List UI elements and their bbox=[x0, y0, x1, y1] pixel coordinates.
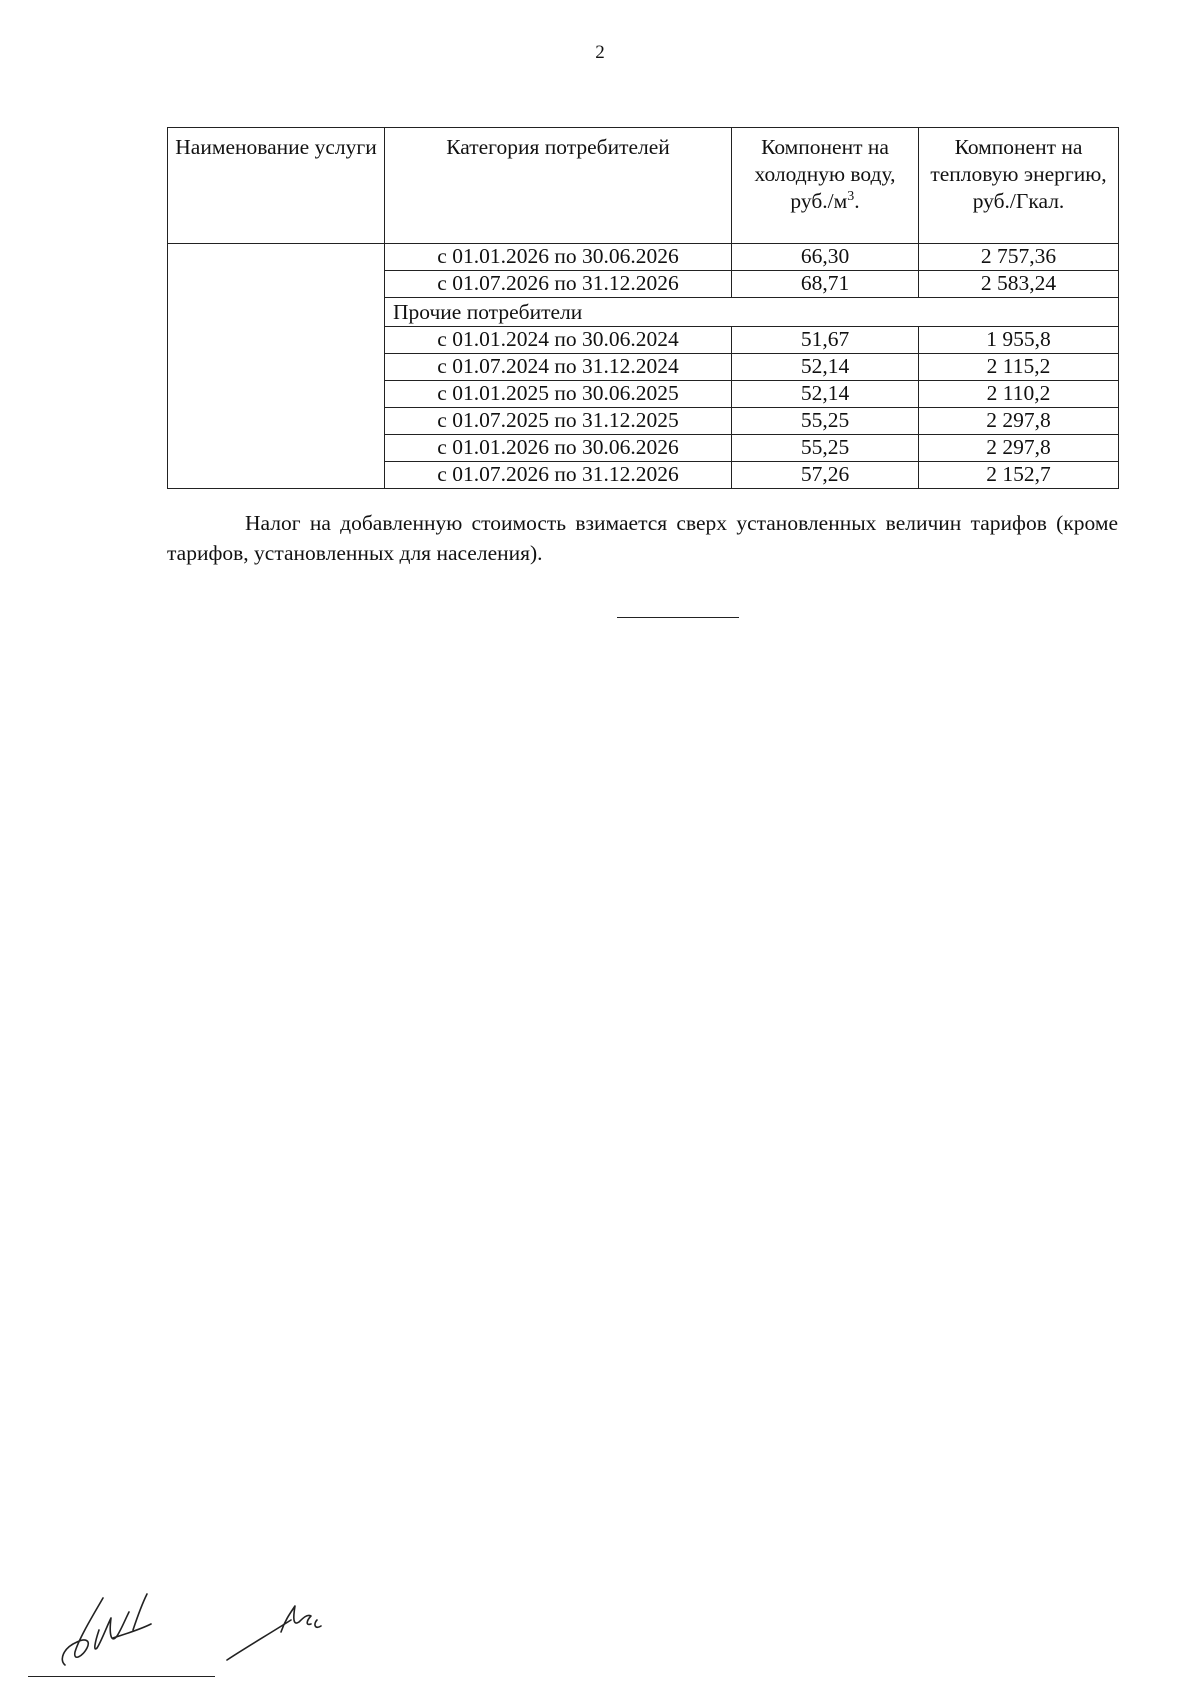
heat-cell: 2 110,2 bbox=[919, 381, 1119, 408]
heat-cell: 2 152,7 bbox=[919, 462, 1119, 489]
table-header-row bbox=[168, 128, 1119, 244]
heat-cell: 2 297,8 bbox=[919, 408, 1119, 435]
period-cell: с 01.07.2024 по 31.12.2024 bbox=[385, 354, 732, 381]
heat-cell: 2 115,2 bbox=[919, 354, 1119, 381]
signature-1 bbox=[62, 1594, 151, 1665]
header-heat-energy: Компонент на тепловую энергию, руб./Гкал. bbox=[919, 128, 1119, 244]
period-cell: с 01.07.2026 по 31.12.2026 bbox=[385, 462, 732, 489]
water-cell: 68,71 bbox=[732, 271, 919, 298]
service-cell bbox=[168, 244, 385, 489]
period-cell: с 01.01.2026 по 30.06.2026 bbox=[385, 244, 732, 271]
group-label: Прочие потребители bbox=[385, 298, 1119, 327]
header-cold-water-text: Компонент на холодную воду, руб./м bbox=[754, 135, 896, 213]
header-cold-water bbox=[732, 128, 919, 244]
heat-cell: 1 955,8 bbox=[919, 327, 1119, 354]
water-cell: 57,26 bbox=[732, 462, 919, 489]
signature-underline bbox=[28, 1676, 215, 1677]
header-service: Наименование услуги bbox=[168, 128, 385, 244]
table-row bbox=[168, 244, 1119, 271]
heat-cell: 2 583,24 bbox=[919, 271, 1119, 298]
heat-cell: 2 297,8 bbox=[919, 435, 1119, 462]
period-cell: с 01.07.2026 по 31.12.2026 bbox=[385, 271, 732, 298]
water-cell: 52,14 bbox=[732, 381, 919, 408]
heat-cell: 2 757,36 bbox=[919, 244, 1119, 271]
header-cold-water-suffix: . bbox=[854, 188, 860, 213]
end-separator bbox=[617, 617, 739, 618]
water-cell: 55,25 bbox=[732, 408, 919, 435]
signature-2 bbox=[227, 1606, 321, 1660]
water-cell: 51,67 bbox=[732, 327, 919, 354]
period-cell: с 01.01.2025 по 30.06.2025 bbox=[385, 381, 732, 408]
period-cell: с 01.01.2026 по 30.06.2026 bbox=[385, 435, 732, 462]
vat-note: Налог на добавленную стоимость взимается сверх установленных величин тарифов (кроме тарифов, установленных для населения). bbox=[167, 511, 1118, 565]
period-cell: с 01.07.2025 по 31.12.2025 bbox=[385, 408, 732, 435]
water-cell: 55,25 bbox=[732, 435, 919, 462]
signatures bbox=[55, 1590, 355, 1670]
period-cell: с 01.01.2024 по 30.06.2024 bbox=[385, 327, 732, 354]
tariff-table bbox=[167, 127, 1119, 489]
page-number: 2 bbox=[595, 42, 605, 63]
header-cold-water-sup: 3 bbox=[847, 188, 855, 204]
water-cell: 66,30 bbox=[732, 244, 919, 271]
header-category: Категория потребителей bbox=[385, 128, 732, 244]
water-cell: 52,14 bbox=[732, 354, 919, 381]
